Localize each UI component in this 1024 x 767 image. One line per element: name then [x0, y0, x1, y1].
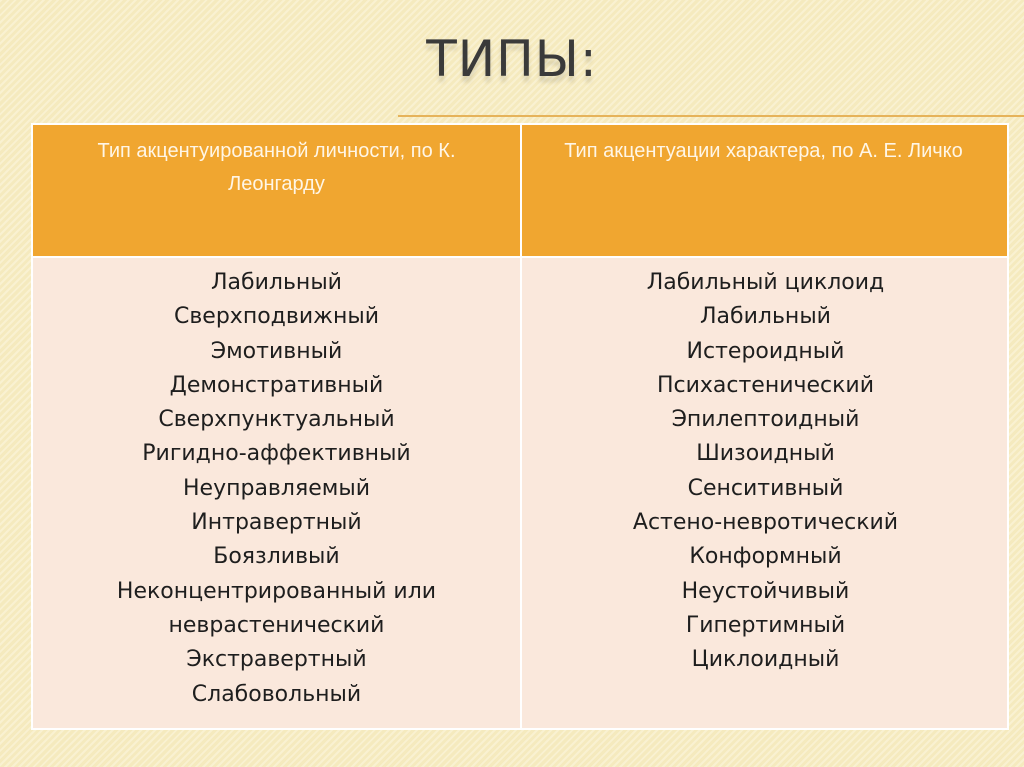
list-item: Слабовольный: [191, 681, 362, 707]
list-item: Эпилептоидный: [671, 407, 860, 433]
list-item: Демонстративный: [169, 372, 384, 398]
slide-title: ТИПЫ:: [426, 30, 598, 88]
list-item: неврастенический: [168, 612, 385, 638]
list-item: Сверхподвижный: [173, 304, 380, 330]
header-lichko: Тип акцентуации характера, по А. Е. Личко: [564, 140, 963, 162]
list-item: Шизоидный: [696, 441, 835, 467]
list-item: Неустойчивый: [681, 578, 850, 604]
title-underline: [398, 115, 1024, 117]
list-item: Сверхпунктуальный: [158, 407, 395, 433]
list-item: Сенситивный: [687, 475, 844, 501]
list-item: Лабильный: [211, 270, 342, 295]
list-item: Астено-невротический: [632, 510, 899, 536]
list-item: Экстравертный: [186, 647, 367, 673]
list-item: Конформный: [689, 544, 842, 570]
list-item: Психастенический: [656, 372, 875, 398]
list-item: Лабильный циклоид: [646, 270, 885, 295]
types-table: [31, 123, 1009, 730]
list-item: Эмотивный: [210, 338, 343, 364]
header-leonhard: Тип акцентуированной личности, по К. Леонгарду: [97, 140, 456, 195]
leonhard-types-list: [33, 266, 520, 712]
list-item: Интравертный: [191, 510, 362, 536]
list-item: Ригидно-аффективный: [142, 441, 411, 467]
list-item: Истероидный: [686, 338, 845, 364]
lichko-types-list: [522, 266, 1009, 678]
list-item: Лабильный: [700, 304, 831, 330]
list-item: Неконцентрированный или: [116, 578, 437, 604]
list-item: Гипертимный: [685, 612, 846, 638]
list-item: Неуправляемый: [183, 475, 370, 501]
list-item: Циклоидный: [691, 647, 840, 673]
list-item: Боязливый: [213, 544, 340, 570]
